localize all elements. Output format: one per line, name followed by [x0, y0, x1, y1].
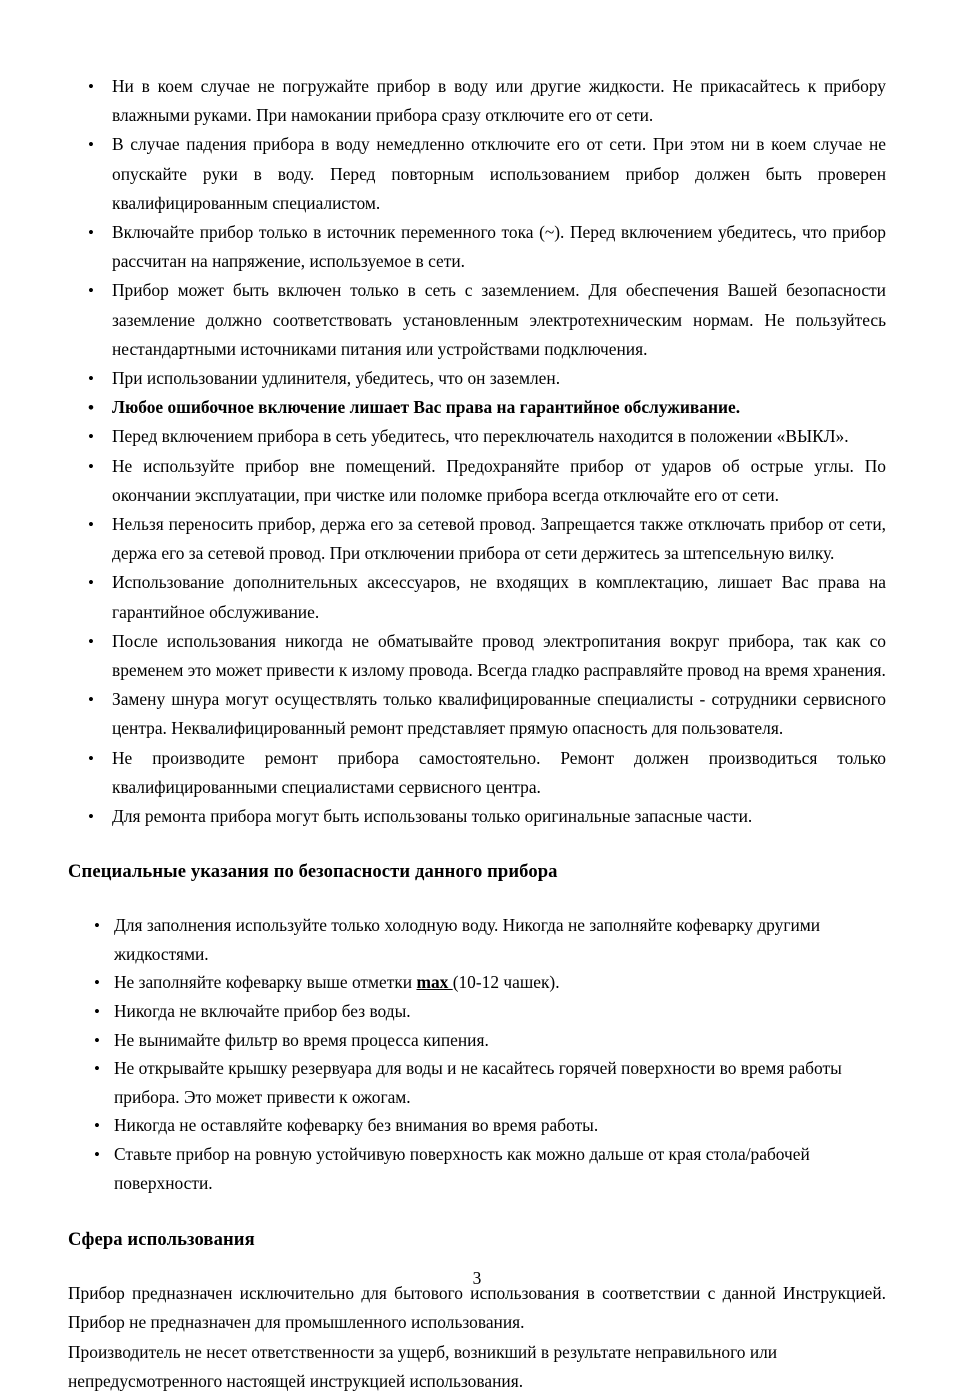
- list-item-text: • Не производите ремонт прибора самостоятельно. Ремонт должен производиться только квалифицированными специалистами сервисного центра.: [112, 747, 886, 797]
- list-item: [68, 276, 886, 364]
- list-item-text: [114, 968, 886, 997]
- list-item-text-prefix: Не открывайте крышку резервуара для воды и не касайтесь горячей поверхности во время работы прибора. Это может привести к ожогам.: [114, 1058, 842, 1107]
- list-item: [68, 1026, 886, 1055]
- list-item-text: [114, 1140, 886, 1197]
- list-item: [68, 744, 886, 802]
- list-item-max-fill: [68, 968, 886, 997]
- list-item-text: [114, 1026, 886, 1055]
- list-item: [68, 1140, 886, 1197]
- list-item: [68, 911, 886, 968]
- list-item-text: [114, 997, 886, 1026]
- list-item-text: • Любое ошибочное включение лишает Вас права на гарантийное обслуживание.: [112, 397, 741, 418]
- special-safety-list: [68, 911, 886, 1197]
- list-item: [68, 1111, 886, 1140]
- list-item-text: • Включайте прибор только в источник переменного тока (~). Перед включением убедитесь, что прибор рассчитан на напряжение, используемое в сети.: [112, 222, 886, 272]
- list-item-text: • Нельзя переносить прибор, держа его за сетевой провод. Запрещается также отключать прибор от сети, держа его за сетевой провод. При отключении прибора от сети держитесь за штепсельную вилку.: [112, 514, 886, 564]
- list-item-text: • Прибор может быть включен только в сеть с заземлением. Для обеспечения Вашей безопасности заземление должно соответствовать установленным электротехническим нормам. Не пользуйтесь нестандартными источниками питания или устройствами подключения.: [112, 280, 886, 359]
- list-item-text-prefix: Не вынимайте фильтр во время процесса кипения.: [114, 1029, 489, 1050]
- list-item: [68, 72, 886, 130]
- spacer: [68, 885, 886, 911]
- list-item: [68, 452, 886, 510]
- list-item-text: • При использовании удлинителя, убедитесь, что он заземлен.: [112, 368, 561, 389]
- section-heading-special-safety: Специальные указания по безопасности данного прибора: [68, 861, 558, 883]
- list-item: [68, 130, 886, 218]
- section-heading-usage-scope: Сфера использования: [68, 1229, 255, 1251]
- list-item-text: [114, 911, 886, 968]
- list-item-text: [114, 1111, 886, 1140]
- list-item: [68, 627, 886, 685]
- list-item-text: • Для ремонта прибора могут быть использованы только оригинальные запасные части.: [112, 806, 753, 827]
- list-item: [68, 802, 886, 831]
- emphasis-max-label: max: [416, 972, 453, 993]
- list-item: [68, 1054, 886, 1111]
- list-item: [68, 218, 886, 276]
- list-item: [68, 422, 886, 451]
- list-item-warranty-warning: [68, 393, 886, 422]
- safety-instructions-list: [68, 72, 886, 831]
- list-item-text: • В случае падения прибора в воду немедленно отключите его от сети. При этом ни в коем случае не опускайте руки в воду. Перед повторным использованием прибор должен быть проверен квалифицированным специалистом.: [112, 134, 886, 213]
- list-item: [68, 997, 886, 1026]
- spacer: [68, 831, 886, 859]
- list-item-text-suffix: (10-12 чашек).: [452, 972, 560, 993]
- list-item-text: • Не используйте прибор вне помещений. Предохраняйте прибор от ударов об острые углы. По окончании эксплуатации, при чистке или поломке прибора всегда отключайте его от сети.: [112, 455, 886, 505]
- list-item-text: • Перед включением прибора в сеть убедитесь, что переключатель находится в положении «ВЫКЛ».: [112, 426, 849, 447]
- list-item-text: • Ни в коем случае не погружайте прибор в воду или другие жидкости. Не прикасайтесь к прибору влажными руками. При намокании прибора сразу отключите его от сети.: [112, 76, 886, 126]
- list-item-text: • Замену шнура могут осуществлять только квалифицированные специалисты - сотрудники сервисного центра. Неквалифицированный ремонт представляет прямую опасность для пользователя.: [112, 689, 886, 739]
- list-item: [68, 568, 886, 626]
- list-item: [68, 510, 886, 568]
- list-item: [68, 685, 886, 743]
- list-item-text: • Использование дополнительных аксессуаров, не входящих в комплектацию, лишает Вас права на гарантийное обслуживание.: [112, 572, 886, 622]
- list-item: [68, 364, 886, 393]
- list-item-text: • После использования никогда не обматывайте провод электропитания вокруг прибора, так как со временем это может привести к излому провода. Всегда гладко расправляйте провод на время хранения.: [112, 630, 886, 681]
- list-item-text-prefix: Для заполнения используйте только холодную воду. Никогда не заполняйте кофеварку другими жидкостями.: [114, 915, 821, 964]
- usage-paragraph-2: Производитель не несет ответственности за ущерб, возникший в результате неправильного или непредусмотренного настоящей инструкцией использования.: [68, 1341, 778, 1391]
- usage-paragraph-1: Прибор предназначен исключительно для бытового использования в соответствии с данной Инструкцией. Прибор не предназначен для промышленного использования.: [68, 1283, 886, 1333]
- list-item-text-prefix: Не заполняйте кофеварку выше отметки: [114, 972, 417, 993]
- spacer: [68, 1197, 886, 1227]
- list-item-text-prefix: Ставьте прибор на ровную устойчивую поверхность как можно дальше от края стола/рабочей поверхности.: [114, 1144, 810, 1193]
- page-number: 3: [472, 1268, 482, 1288]
- list-item-text-prefix: Никогда не включайте прибор без воды.: [114, 1001, 411, 1022]
- list-item-text: [114, 1054, 886, 1111]
- list-item-text-prefix: Никогда не оставляйте кофеварку без внимания во время работы.: [114, 1115, 599, 1136]
